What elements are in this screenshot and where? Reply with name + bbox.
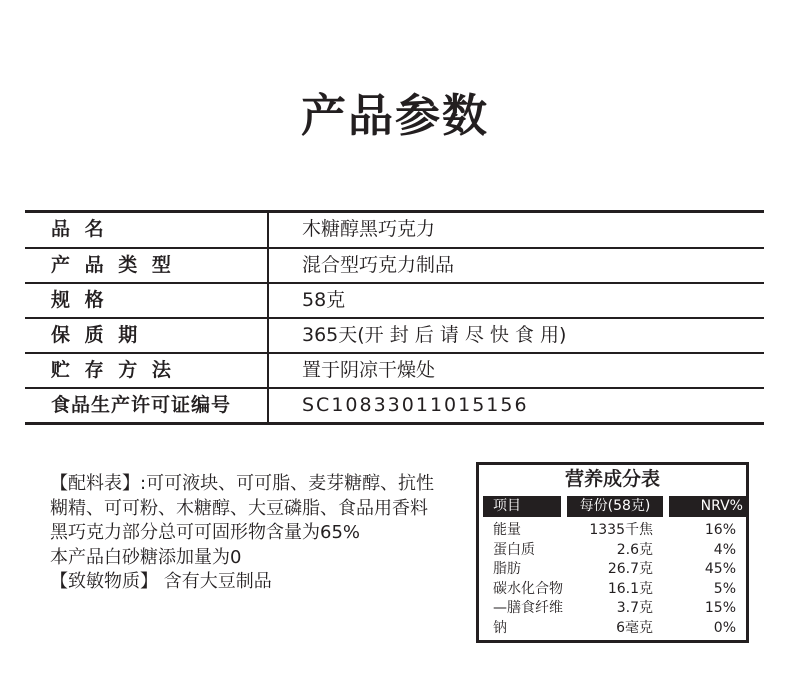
param-row-shelf-life xyxy=(25,317,764,352)
nutrient-name: 能量 xyxy=(493,522,521,538)
nutrition-facts-table xyxy=(476,462,749,643)
param-row-name xyxy=(25,213,764,247)
param-row-type xyxy=(25,247,764,282)
nutrient-nrv: 4% xyxy=(713,541,736,558)
param-row-license xyxy=(25,387,764,422)
nutrient-name: 蛋白质 xyxy=(493,541,535,558)
ingredients-line: 黑巧克力部分总可可固形物含量为65% xyxy=(50,522,361,543)
nutrient-amount: 1335千焦 xyxy=(589,522,653,538)
nutrient-nrv: 0% xyxy=(713,619,736,636)
param-label: 保 质 期 xyxy=(25,319,269,352)
nutrient-nrv: 5% xyxy=(713,580,736,597)
ingredients-line: 本产品白砂糖添加量为0 xyxy=(50,546,242,568)
param-label: 品 名 xyxy=(25,213,269,247)
nutrition-row xyxy=(493,619,736,639)
param-value: 365天(开 封 后 请 尽 快 食 用) xyxy=(302,324,567,346)
page-title: 产品参数 xyxy=(300,89,489,142)
nutrient-amount: 2.6克 xyxy=(616,541,653,558)
nutrient-name: 脂肪 xyxy=(493,561,521,577)
param-value: 混合型巧克力制品 xyxy=(302,254,455,276)
nutrient-amount: 3.7克 xyxy=(616,600,653,616)
param-row-storage xyxy=(25,352,764,387)
nutrient-nrv: 15% xyxy=(704,600,736,616)
ingredients-line: 糊精、可可粉、木糖醇、大豆磷脂、食品用香料 xyxy=(50,497,428,519)
nutrition-title: 营养成分表 xyxy=(564,468,660,490)
header-amount: 每份(58克) xyxy=(567,496,663,517)
nutrient-name: —膳食纤维 xyxy=(493,600,563,616)
ingredients-line: 【配料表】:可可液块、可可脂、麦芽糖醇、抗性 xyxy=(50,473,435,494)
nutrient-amount: 6毫克 xyxy=(616,619,653,636)
nutrition-rows xyxy=(493,521,736,638)
param-value: SC10833011015156 xyxy=(302,394,529,416)
nutrition-header-row xyxy=(483,496,742,517)
nutrition-row xyxy=(493,560,736,580)
nutrient-name: 碳水化合物 xyxy=(493,580,563,597)
param-label: 贮 存 方 法 xyxy=(25,354,269,387)
nutrition-row xyxy=(493,599,736,619)
param-value: 木糖醇黑巧克力 xyxy=(302,218,436,240)
ingredients-text xyxy=(50,472,450,595)
nutrient-nrv: 45% xyxy=(704,561,736,577)
nutrition-row xyxy=(493,541,736,561)
param-value: 置于阴凉干燥处 xyxy=(302,359,436,381)
param-value: 58克 xyxy=(302,289,346,311)
param-label: 规 格 xyxy=(25,284,269,317)
param-label: 产 品 类 型 xyxy=(25,249,269,282)
nutrition-row xyxy=(493,521,736,541)
nutrient-amount: 26.7克 xyxy=(607,561,653,577)
nutrient-name: 钠 xyxy=(493,619,507,636)
nutrient-amount: 16.1克 xyxy=(607,580,653,597)
product-params-table xyxy=(25,210,764,425)
header-item: 项目 xyxy=(483,496,561,517)
param-label: 食品生产许可证编号 xyxy=(25,389,269,422)
nutrient-nrv: 16% xyxy=(704,522,736,538)
nutrition-row xyxy=(493,580,736,600)
param-row-spec xyxy=(25,282,764,317)
allergen-line: 【致敏物质】 含有大豆制品 xyxy=(50,571,272,592)
header-nrv: NRV% xyxy=(669,496,746,517)
